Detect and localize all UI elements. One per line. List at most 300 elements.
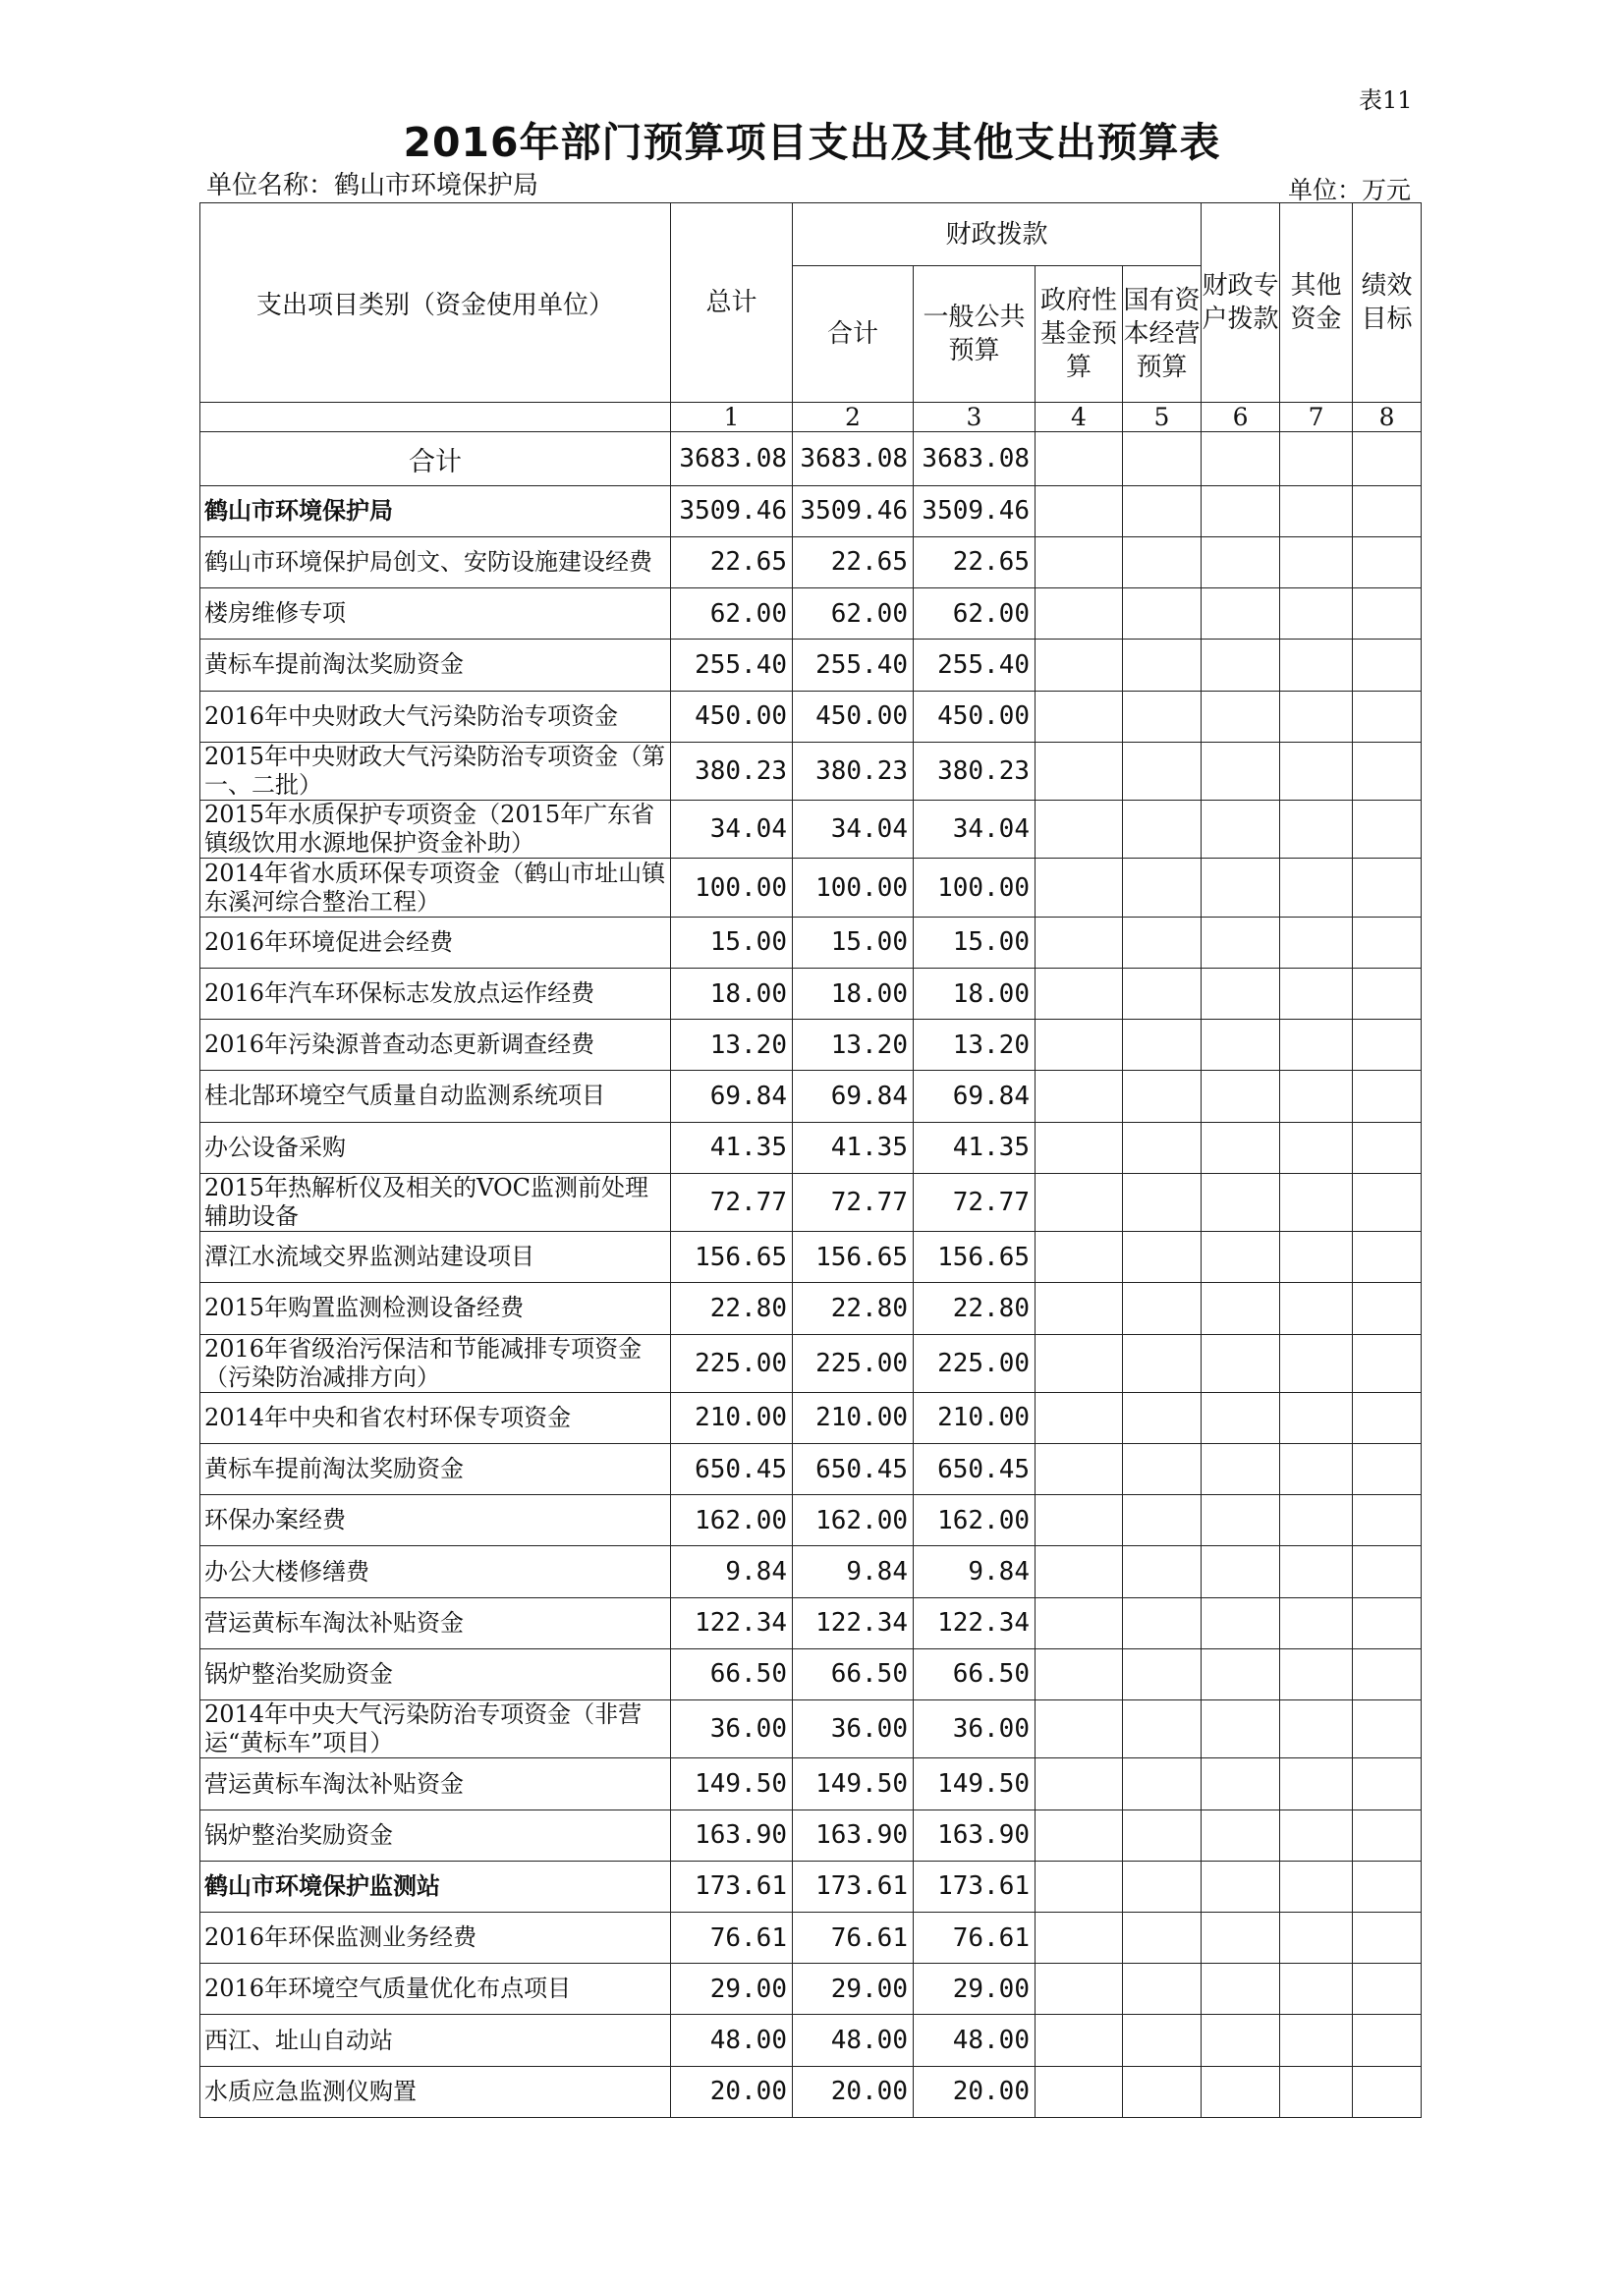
empty-cell (1123, 2066, 1202, 2117)
empty-cell (1353, 485, 1422, 536)
empty-cell (1353, 1495, 1422, 1546)
empty-cell (1036, 1546, 1123, 1597)
empty-cell (1036, 1861, 1123, 1912)
empty-cell (1123, 1444, 1202, 1495)
empty-cell (1202, 917, 1280, 968)
table-number: 表11 (1359, 86, 1413, 114)
item-label: 潭江水流域交界监测站建设项目 (200, 1232, 671, 1283)
fiscal-subtotal: 156.65 (793, 1232, 914, 1283)
item-label: 2016年环境空气质量优化布点项目 (200, 1964, 671, 2015)
empty-cell (1353, 640, 1422, 691)
empty-cell (1202, 1071, 1280, 1122)
empty-cell (1353, 2015, 1422, 2066)
empty-cell (1123, 859, 1202, 917)
total-amount: 162.00 (671, 1495, 793, 1546)
item-label: 2016年省级治污保洁和节能减排专项资金（污染防治减排方向） (200, 1334, 671, 1392)
total-amount: 450.00 (671, 691, 793, 742)
fiscal-subtotal: 163.90 (793, 1810, 914, 1861)
item-label: 2014年中央和省农村环保专项资金 (200, 1392, 671, 1443)
empty-cell (1202, 1392, 1280, 1443)
fiscal-subtotal: 22.80 (793, 1283, 914, 1334)
empty-cell (1202, 1283, 1280, 1334)
empty-cell (1123, 1700, 1202, 1758)
item-label: 2014年中央大气污染防治专项资金（非营运“黄标车”项目） (200, 1700, 671, 1758)
empty-cell (1280, 536, 1353, 587)
empty-cell (1036, 859, 1123, 917)
empty-cell (1202, 742, 1280, 800)
empty-cell (1036, 801, 1123, 859)
empty-cell (1123, 1392, 1202, 1443)
total-row (200, 432, 1422, 485)
empty-cell (1123, 1495, 1202, 1546)
empty-cell (1202, 801, 1280, 859)
total-amount: 210.00 (671, 1392, 793, 1443)
empty-cell (1280, 968, 1353, 1019)
empty-cell (1123, 1122, 1202, 1173)
total-amount: 9.84 (671, 1546, 793, 1597)
empty-cell (1123, 1334, 1202, 1392)
empty-cell (1202, 859, 1280, 917)
empty-cell (1202, 588, 1280, 640)
empty-cell (1123, 742, 1202, 800)
empty-cell (1202, 1758, 1280, 1810)
empty-cell (1036, 485, 1123, 536)
total-amount: 15.00 (671, 917, 793, 968)
table-row (200, 1964, 1422, 2015)
empty-cell (1280, 588, 1353, 640)
item-label: 锅炉整治奖励资金 (200, 1810, 671, 1861)
item-label: 2016年污染源普查动态更新调查经费 (200, 1020, 671, 1071)
table-row (200, 691, 1422, 742)
total-amount: 122.34 (671, 1597, 793, 1648)
table-row (200, 1122, 1422, 1173)
total-amount: 225.00 (671, 1334, 793, 1392)
header-gov-fund: 政府性基金预算 (1036, 266, 1123, 403)
table-row (200, 1700, 1422, 1758)
general-budget-amount: 100.00 (914, 859, 1036, 917)
empty-cell (1036, 1700, 1123, 1758)
total-amount: 3509.46 (671, 485, 793, 536)
index-cell (200, 403, 671, 432)
empty-cell (1123, 1964, 1202, 2015)
empty-cell (1280, 1334, 1353, 1392)
total-amount: 18.00 (671, 968, 793, 1019)
empty-cell (1202, 640, 1280, 691)
empty-cell (1280, 1964, 1353, 2015)
fiscal-subtotal: 69.84 (793, 1071, 914, 1122)
general-budget-amount: 3509.46 (914, 485, 1036, 536)
unit-name: 单位名称：鹤山市环境保护局 (206, 171, 539, 200)
empty-cell (1353, 1173, 1422, 1231)
item-label: 2016年环境促进会经费 (200, 917, 671, 968)
empty-cell (1202, 968, 1280, 1019)
general-budget-amount: 20.00 (914, 2066, 1036, 2117)
empty-cell (1036, 1495, 1123, 1546)
total-amount: 156.65 (671, 1232, 793, 1283)
fiscal-subtotal: 3509.46 (793, 485, 914, 536)
fiscal-subtotal: 22.65 (793, 536, 914, 587)
empty-cell (1353, 1861, 1422, 1912)
empty-cell (1353, 1648, 1422, 1699)
item-label: 2015年水质保护专项资金（2015年广东省镇级饮用水源地保护资金补助） (200, 801, 671, 859)
fiscal-subtotal: 34.04 (793, 801, 914, 859)
empty-cell (1123, 1173, 1202, 1231)
total-amount: 62.00 (671, 588, 793, 640)
table-row (200, 1173, 1422, 1231)
empty-cell (1036, 1232, 1123, 1283)
index-cell: 2 (793, 403, 914, 432)
empty-cell (1036, 968, 1123, 1019)
general-budget-amount: 15.00 (914, 917, 1036, 968)
total-amount: 650.45 (671, 1444, 793, 1495)
empty-cell (1036, 2015, 1123, 2066)
empty-cell (1202, 536, 1280, 587)
empty-cell (1202, 691, 1280, 742)
fiscal-subtotal: 650.45 (793, 1444, 914, 1495)
empty-cell (1353, 859, 1422, 917)
general-budget-amount: 210.00 (914, 1392, 1036, 1443)
table-row (200, 1283, 1422, 1334)
empty-cell (1280, 859, 1353, 917)
fiscal-subtotal: 149.50 (793, 1758, 914, 1810)
total-label: 合计 (200, 432, 671, 485)
total-amount: 255.40 (671, 640, 793, 691)
total-amount: 100.00 (671, 859, 793, 917)
table-row (200, 2066, 1422, 2117)
empty-cell (1353, 432, 1422, 485)
fiscal-subtotal: 210.00 (793, 1392, 914, 1443)
empty-cell (1202, 1444, 1280, 1495)
total-amount: 3683.08 (671, 432, 793, 485)
fiscal-subtotal: 20.00 (793, 2066, 914, 2117)
general-budget-amount: 18.00 (914, 968, 1036, 1019)
item-label: 楼房维修专项 (200, 588, 671, 640)
general-budget-amount: 162.00 (914, 1495, 1036, 1546)
empty-cell (1280, 2066, 1353, 2117)
empty-cell (1036, 1964, 1123, 2015)
empty-cell (1353, 536, 1422, 587)
empty-cell (1123, 588, 1202, 640)
total-amount: 29.00 (671, 1964, 793, 2015)
empty-cell (1353, 801, 1422, 859)
empty-cell (1280, 742, 1353, 800)
empty-cell (1123, 432, 1202, 485)
empty-cell (1280, 1546, 1353, 1597)
empty-cell (1123, 1861, 1202, 1912)
empty-cell (1123, 1913, 1202, 1964)
empty-cell (1123, 1020, 1202, 1071)
empty-cell (1353, 1546, 1422, 1597)
page-title: 2016年部门预算项目支出及其他支出预算表 (403, 119, 1221, 166)
general-budget-amount: 22.65 (914, 536, 1036, 587)
general-budget-amount: 380.23 (914, 742, 1036, 800)
header-total: 总计 (671, 203, 793, 403)
index-cell: 1 (671, 403, 793, 432)
empty-cell (1123, 1648, 1202, 1699)
empty-cell (1123, 691, 1202, 742)
table-row (200, 1861, 1422, 1912)
item-label: 黄标车提前淘汰奖励资金 (200, 1444, 671, 1495)
header-performance: 绩效目标 (1353, 203, 1422, 403)
empty-cell (1036, 1392, 1123, 1443)
fiscal-subtotal: 18.00 (793, 968, 914, 1019)
fiscal-subtotal: 15.00 (793, 917, 914, 968)
empty-cell (1280, 1122, 1353, 1173)
table-row (200, 1597, 1422, 1648)
general-budget-amount: 9.84 (914, 1546, 1036, 1597)
table-row (200, 536, 1422, 587)
table-row (200, 588, 1422, 640)
empty-cell (1202, 1020, 1280, 1071)
empty-cell (1123, 536, 1202, 587)
fiscal-subtotal: 255.40 (793, 640, 914, 691)
empty-cell (1353, 2066, 1422, 2117)
empty-cell (1036, 640, 1123, 691)
empty-cell (1036, 1758, 1123, 1810)
item-label: 黄标车提前淘汰奖励资金 (200, 640, 671, 691)
empty-cell (1280, 1020, 1353, 1071)
table-row (200, 968, 1422, 1019)
item-label: 营运黄标车淘汰补贴资金 (200, 1758, 671, 1810)
empty-cell (1036, 1071, 1123, 1122)
fiscal-subtotal: 62.00 (793, 588, 914, 640)
empty-cell (1036, 917, 1123, 968)
empty-cell (1353, 1810, 1422, 1861)
empty-cell (1280, 691, 1353, 742)
index-cell: 8 (1353, 403, 1422, 432)
header-special: 财政专户拨款 (1202, 203, 1280, 403)
empty-cell (1202, 1964, 1280, 2015)
item-label: 水质应急监测仪购置 (200, 2066, 671, 2117)
total-amount: 22.80 (671, 1283, 793, 1334)
header-state-capital: 国有资本经营预算 (1123, 266, 1202, 403)
general-budget-amount: 650.45 (914, 1444, 1036, 1495)
table-row (200, 1758, 1422, 1810)
empty-cell (1202, 1334, 1280, 1392)
general-budget-amount: 163.90 (914, 1810, 1036, 1861)
fiscal-subtotal: 13.20 (793, 1020, 914, 1071)
empty-cell (1123, 1283, 1202, 1334)
item-label: 西江、址山自动站 (200, 2015, 671, 2066)
index-cell: 5 (1123, 403, 1202, 432)
total-amount: 41.35 (671, 1122, 793, 1173)
empty-cell (1036, 1444, 1123, 1495)
empty-cell (1280, 485, 1353, 536)
header-other: 其他资金 (1280, 203, 1353, 403)
general-budget-amount: 34.04 (914, 801, 1036, 859)
header-category: 支出项目类别（资金使用单位） (200, 203, 671, 403)
total-amount: 13.20 (671, 1020, 793, 1071)
item-label: 桂北郜环境空气质量自动监测系统项目 (200, 1071, 671, 1122)
general-budget-amount: 255.40 (914, 640, 1036, 691)
empty-cell (1123, 968, 1202, 1019)
empty-cell (1036, 1020, 1123, 1071)
empty-cell (1202, 1648, 1280, 1699)
empty-cell (1036, 2066, 1123, 2117)
table-row (200, 1392, 1422, 1443)
item-label: 2016年汽车环保标志发放点运作经费 (200, 968, 671, 1019)
table-row (200, 1546, 1422, 1597)
empty-cell (1280, 432, 1353, 485)
fiscal-subtotal: 29.00 (793, 1964, 914, 2015)
empty-cell (1280, 1648, 1353, 1699)
item-label: 2014年省水质环保专项资金（鹤山市址山镇东溪河综合整治工程） (200, 859, 671, 917)
header-fiscal: 财政拨款 (793, 203, 1202, 266)
general-budget-amount: 450.00 (914, 691, 1036, 742)
total-amount: 66.50 (671, 1648, 793, 1699)
empty-cell (1123, 1546, 1202, 1597)
empty-cell (1202, 1861, 1280, 1912)
empty-cell (1123, 801, 1202, 859)
empty-cell (1280, 1810, 1353, 1861)
empty-cell (1353, 968, 1422, 1019)
item-label: 环保办案经费 (200, 1495, 671, 1546)
empty-cell (1123, 1597, 1202, 1648)
fiscal-subtotal: 72.77 (793, 1173, 914, 1231)
empty-cell (1123, 2015, 1202, 2066)
empty-cell (1280, 640, 1353, 691)
general-budget-amount: 29.00 (914, 1964, 1036, 2015)
index-cell: 4 (1036, 403, 1123, 432)
empty-cell (1202, 1495, 1280, 1546)
general-budget-amount: 13.20 (914, 1020, 1036, 1071)
fiscal-subtotal: 122.34 (793, 1597, 914, 1648)
total-amount: 48.00 (671, 2015, 793, 2066)
empty-cell (1036, 1597, 1123, 1648)
empty-cell (1280, 1700, 1353, 1758)
empty-cell (1280, 1173, 1353, 1231)
empty-cell (1280, 917, 1353, 968)
empty-cell (1202, 1597, 1280, 1648)
item-label: 办公设备采购 (200, 1122, 671, 1173)
total-amount: 173.61 (671, 1861, 793, 1912)
empty-cell (1353, 1964, 1422, 2015)
empty-cell (1353, 1020, 1422, 1071)
fiscal-subtotal: 3683.08 (793, 432, 914, 485)
empty-cell (1353, 588, 1422, 640)
empty-cell (1353, 1334, 1422, 1392)
fiscal-subtotal: 66.50 (793, 1648, 914, 1699)
general-budget-amount: 76.61 (914, 1913, 1036, 1964)
table-row (200, 1020, 1422, 1071)
empty-cell (1202, 1700, 1280, 1758)
item-label: 鹤山市环境保护监测站 (200, 1861, 671, 1912)
general-budget-amount: 41.35 (914, 1122, 1036, 1173)
empty-cell (1202, 1546, 1280, 1597)
fiscal-subtotal: 173.61 (793, 1861, 914, 1912)
index-cell: 6 (1202, 403, 1280, 432)
table-row (200, 2015, 1422, 2066)
empty-cell (1202, 432, 1280, 485)
item-label: 2016年环保监测业务经费 (200, 1913, 671, 1964)
empty-cell (1280, 1283, 1353, 1334)
total-amount: 20.00 (671, 2066, 793, 2117)
empty-cell (1036, 1810, 1123, 1861)
fiscal-subtotal: 225.00 (793, 1334, 914, 1392)
table-row (200, 1913, 1422, 1964)
empty-cell (1202, 1173, 1280, 1231)
item-label: 鹤山市环境保护局 (200, 485, 671, 536)
table-row (200, 917, 1422, 968)
empty-cell (1036, 742, 1123, 800)
empty-cell (1353, 1071, 1422, 1122)
index-cell: 3 (914, 403, 1036, 432)
table-row (200, 1071, 1422, 1122)
general-budget-amount: 3683.08 (914, 432, 1036, 485)
empty-cell (1353, 1392, 1422, 1443)
table-row (200, 485, 1422, 536)
table-row (200, 859, 1422, 917)
total-amount: 149.50 (671, 1758, 793, 1810)
general-budget-amount: 69.84 (914, 1071, 1036, 1122)
empty-cell (1123, 1071, 1202, 1122)
empty-cell (1123, 485, 1202, 536)
empty-cell (1202, 2015, 1280, 2066)
total-amount: 163.90 (671, 1810, 793, 1861)
empty-cell (1202, 2066, 1280, 2117)
table-row (200, 1232, 1422, 1283)
empty-cell (1036, 1334, 1123, 1392)
general-budget-amount: 156.65 (914, 1232, 1036, 1283)
header-general-budget: 一般公共预算 (914, 266, 1036, 403)
general-budget-amount: 66.50 (914, 1648, 1036, 1699)
empty-cell (1036, 432, 1123, 485)
index-cell: 7 (1280, 403, 1353, 432)
empty-cell (1202, 1232, 1280, 1283)
empty-cell (1036, 1173, 1123, 1231)
fiscal-subtotal: 450.00 (793, 691, 914, 742)
table-row (200, 1334, 1422, 1392)
item-label: 营运黄标车淘汰补贴资金 (200, 1597, 671, 1648)
empty-cell (1036, 1122, 1123, 1173)
fiscal-subtotal: 48.00 (793, 2015, 914, 2066)
item-label: 鹤山市环境保护局创文、安防设施建设经费 (200, 536, 671, 587)
fiscal-subtotal: 100.00 (793, 859, 914, 917)
empty-cell (1280, 1071, 1353, 1122)
item-label: 锅炉整治奖励资金 (200, 1648, 671, 1699)
table-row (200, 1495, 1422, 1546)
empty-cell (1202, 1122, 1280, 1173)
total-amount: 22.65 (671, 536, 793, 587)
empty-cell (1280, 1597, 1353, 1648)
empty-cell (1123, 640, 1202, 691)
empty-cell (1202, 485, 1280, 536)
fiscal-subtotal: 36.00 (793, 1700, 914, 1758)
empty-cell (1123, 917, 1202, 968)
table-row (200, 742, 1422, 800)
total-amount: 69.84 (671, 1071, 793, 1122)
empty-cell (1036, 691, 1123, 742)
general-budget-amount: 72.77 (914, 1173, 1036, 1231)
general-budget-amount: 22.80 (914, 1283, 1036, 1334)
empty-cell (1202, 1810, 1280, 1861)
item-label: 2015年购置监测检测设备经费 (200, 1283, 671, 1334)
general-budget-amount: 173.61 (914, 1861, 1036, 1912)
empty-cell (1353, 1232, 1422, 1283)
general-budget-amount: 225.00 (914, 1334, 1036, 1392)
total-amount: 380.23 (671, 742, 793, 800)
fiscal-subtotal: 162.00 (793, 1495, 914, 1546)
table-row (200, 801, 1422, 859)
empty-cell (1123, 1232, 1202, 1283)
empty-cell (1353, 1444, 1422, 1495)
empty-cell (1036, 1913, 1123, 1964)
empty-cell (1202, 1913, 1280, 1964)
table-row (200, 1444, 1422, 1495)
total-amount: 72.77 (671, 1173, 793, 1231)
empty-cell (1036, 1283, 1123, 1334)
total-amount: 36.00 (671, 1700, 793, 1758)
